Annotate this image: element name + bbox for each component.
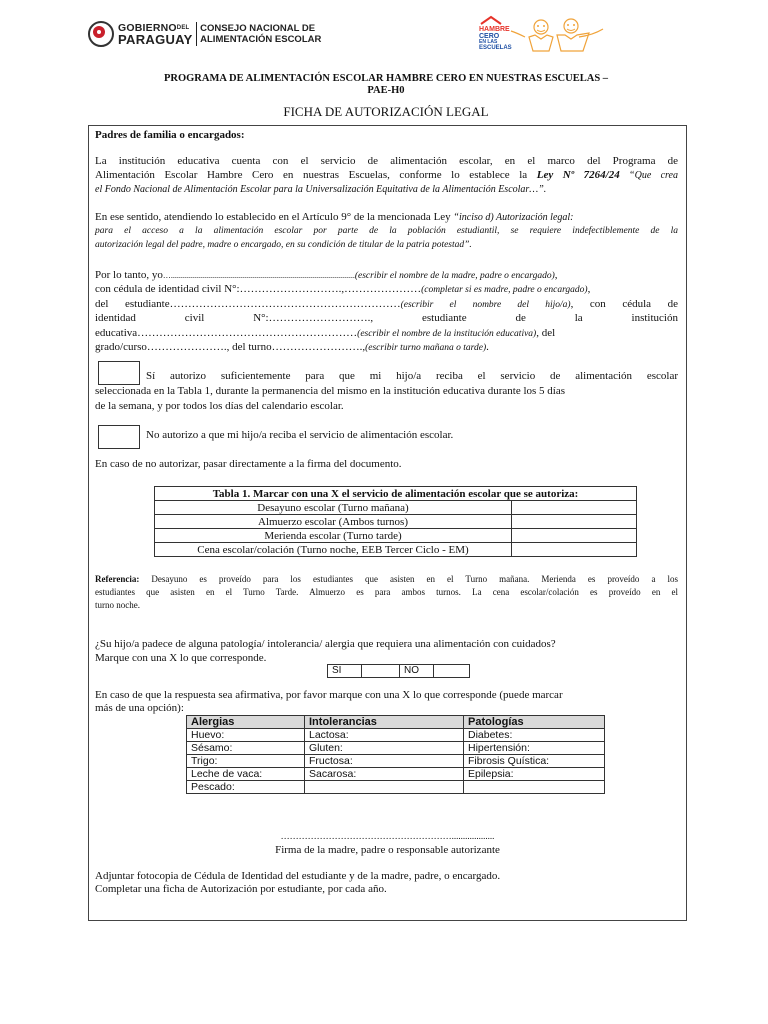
hambre-cero-logo <box>479 15 619 55</box>
cell[interactable]: Trigo: <box>187 755 305 768</box>
conditions-table <box>186 715 605 794</box>
authorize-no-label: No autorizo a que mi hijo/a reciba el servicio de alimentación escolar. <box>146 429 454 441</box>
reference-line3: turno noche. <box>95 600 140 610</box>
program-title-line2: PAE-H0 <box>367 85 405 96</box>
p2-line1b: “inciso d) Autorización legal: <box>453 212 574 223</box>
gov-line2: PARAGUAY <box>118 32 193 47</box>
program-title <box>88 73 684 97</box>
si-check-cell[interactable] <box>362 665 400 678</box>
p3-l4b: civil <box>184 312 205 324</box>
col-intolerances: Intolerancias <box>305 716 464 729</box>
law-text: Ley Nº 7264/24 <box>536 169 620 181</box>
hc-line1: HAMBRE <box>479 26 510 33</box>
authorize-yes-line1: Sí autorizo suficientemente para que mi hijo/a reciba el servicio de alimentación escolar <box>146 370 678 382</box>
p3-l4g: institución <box>631 312 678 324</box>
cell[interactable]: Epilepsia: <box>464 768 605 781</box>
reference-label: Referencia: <box>95 574 140 584</box>
reference-line2: estudiantes que asisten en el Turno Tarde. Almuerzo es para ambos turnos. La cena escolar/colación es proveído en el <box>95 587 678 597</box>
cell[interactable]: Fructosa: <box>305 755 464 768</box>
grade-shift-dots-field[interactable]: grado/curso…………………., del turno……………………., <box>95 341 366 353</box>
cell[interactable]: Leche de vaca: <box>187 768 305 781</box>
footer-line1: Adjuntar fotocopia de Cédula de Identidad del estudiante y de la madre, padre, o encargado. <box>95 870 501 882</box>
national-seal-icon <box>88 21 114 47</box>
gov-line1-del: DEL <box>176 25 190 31</box>
hc-line4: ESCUELAS <box>479 45 512 51</box>
p3-l6c: . <box>486 341 489 353</box>
table-row <box>155 529 637 543</box>
council-line2: ALIMENTACIÓN ESCOLAR <box>200 34 322 45</box>
p3-l4f: la <box>574 312 583 324</box>
program-title-line1: PROGRAMA DE ALIMENTACIÓN ESCOLAR HAMBRE CERO EN NUESTRAS ESCUELAS – <box>163 73 609 84</box>
authorize-yes-checkbox[interactable] <box>98 361 140 385</box>
table-row <box>155 501 637 515</box>
signature-line[interactable]: …………………………………………………................... <box>280 831 495 841</box>
condition-question-line1: ¿Su hijo/a padece de alguna patología/ intolerancia/ alergia que requiera una alimentación con cuidados? <box>95 638 556 650</box>
paragraph-1-line2 <box>95 168 678 183</box>
paragraph-2-line2: para el acceso a la alimentación escolar por parte de la población estudiantil, se requiere indefectiblemente de la <box>95 226 678 236</box>
name-dots-field[interactable]: …............................................................................................ <box>162 271 355 280</box>
greeting: Padres de familia o encargados: <box>95 129 245 141</box>
gobierno-text <box>118 23 193 45</box>
authorize-yes-line3: de la semana, y por todos los días del calendario escolar. <box>95 400 344 412</box>
table-row <box>187 768 605 781</box>
col-pathologies: Patologías <box>464 716 605 729</box>
p3-l1a: Por lo tanto, yo <box>95 269 163 281</box>
p3-l3c: , con cédula de <box>570 298 679 310</box>
cell[interactable]: Hipertensión: <box>464 742 605 755</box>
p3-l1c: , <box>554 269 558 281</box>
services-table-header: Tabla 1. Marcar con una X el servicio de alimentación escolar que se autoriza: <box>155 487 637 501</box>
condition-question-line2: Marque con una X lo que corresponde. <box>95 652 267 664</box>
si-no-table <box>327 664 470 678</box>
no-label: NO <box>400 665 434 678</box>
services-table <box>154 486 637 557</box>
institution-dots-field[interactable]: educativa…………………………………………………… <box>95 327 358 339</box>
footer-line2: Completar una ficha de Autorización por estudiante, por cada año. <box>95 883 387 895</box>
ci-dots-field[interactable]: con cédula de identidad civil N°:……………………….,………………… <box>95 283 422 295</box>
reference-line1 <box>95 573 678 586</box>
table-row <box>155 543 637 557</box>
p3-l6b: (escribir turno mañana o tarde) <box>365 343 487 353</box>
table-row <box>187 729 605 742</box>
service-check-cell[interactable] <box>512 501 637 515</box>
cell[interactable]: Fibrosis Quística: <box>464 755 605 768</box>
p3-l5c: , del <box>536 327 556 339</box>
hambre-cero-wordmark <box>479 26 512 51</box>
p3-l4e: de <box>515 312 526 324</box>
paragraph-2-line1 <box>95 210 678 225</box>
service-check-cell[interactable] <box>512 543 637 557</box>
cell[interactable] <box>464 781 605 794</box>
service-check-cell[interactable] <box>512 515 637 529</box>
gobierno-logo <box>88 19 321 49</box>
p1-line2b: “Que crea <box>619 170 678 181</box>
service-label: Merienda escolar (Turno tarde) <box>155 529 512 543</box>
no-check-cell[interactable] <box>434 665 470 678</box>
cell[interactable]: Pescado: <box>187 781 305 794</box>
reference-text1: Desayuno es proveído para los estudiantes que asisten en el Turno mañana. Merienda es proveído a los <box>139 574 678 584</box>
table-row <box>187 781 605 794</box>
table-row <box>187 742 605 755</box>
cell[interactable]: Huevo: <box>187 729 305 742</box>
student-dots-field[interactable]: del estudiante……………………………………………………… <box>95 298 401 310</box>
fillin-line6 <box>95 340 489 356</box>
logo-divider <box>196 22 198 46</box>
p3-l3b: (escribir el nombre del hijo/a) <box>400 300 571 310</box>
p3-l5b: (escribir el nombre de la institución educativa) <box>357 329 537 339</box>
affirm-line2: más de una opción): <box>95 702 184 714</box>
paragraph-2-line3: autorización legal del padre, madre o encargado, en su condición de titular de la patria potestad”. <box>95 240 472 250</box>
p3-l2b: (completar si es madre, padre o encargado) <box>421 285 588 295</box>
p2-line1a: En ese sentido, atendiendo lo establecido en el Artículo 9° de la mencionada Ley <box>95 211 454 223</box>
form-title: FICHA DE AUTORIZACIÓN LEGAL <box>283 104 489 119</box>
cell[interactable]: Diabetes: <box>464 729 605 742</box>
authorize-yes-line2: seleccionada en la Tabla 1, durante la permanencia del mismo en la institución educativa durante los 5 días <box>95 385 566 397</box>
signature-caption: Firma de la madre, padre o responsable autorizante <box>275 844 500 856</box>
cell[interactable]: Sésamo: <box>187 742 305 755</box>
p3-l1b: (escribir el nombre de la madre, padre o encargado) <box>354 271 555 281</box>
service-label: Cena escolar/colación (Turno noche, EEB Tercer Ciclo - EM) <box>155 543 512 557</box>
cell[interactable]: Gluten: <box>305 742 464 755</box>
council-text <box>200 23 321 45</box>
hc-line3: EN LAS <box>479 39 498 45</box>
council-line1: CONSEJO NACIONAL DE <box>200 23 316 34</box>
authorize-no-checkbox[interactable] <box>98 425 140 449</box>
p3-l4d: estudiante <box>421 312 467 324</box>
gov-line1: GOBIERNO <box>118 22 177 34</box>
cell[interactable]: Sacarosa: <box>305 768 464 781</box>
no-authorize-note: En caso de no autorizar, pasar directamente a la firma del documento. <box>95 458 402 470</box>
paragraph-1-line1: La institución educativa cuenta con el servicio de alimentación escolar, en el marco del Programa de <box>95 155 678 167</box>
fillin-line4 <box>95 311 678 326</box>
affirm-line1: En caso de que la respuesta sea afirmativa, por favor marque con una X lo que corresponde (puede marcar <box>95 689 563 701</box>
service-label: Desayuno escolar (Turno mañana) <box>155 501 512 515</box>
table-row <box>155 515 637 529</box>
service-label: Almuerzo escolar (Ambos turnos) <box>155 515 512 529</box>
p3-l2c: , <box>587 283 591 295</box>
student-ci-dots-field[interactable]: N°:………………………., <box>253 312 374 324</box>
hc-line2: CERO <box>479 33 500 40</box>
fillin-line2 <box>95 282 678 298</box>
si-label: SI <box>328 665 362 678</box>
col-allergies: Alergias <box>187 716 305 729</box>
cell[interactable] <box>305 781 464 794</box>
cell[interactable]: Lactosa: <box>305 729 464 742</box>
p1-line2a: Alimentación Escolar Hambre Cero en nuestras Escuelas, conforme lo establece la <box>95 169 537 181</box>
paragraph-1-line3: el Fondo Nacional de Alimentación Escolar para la Universalización Equitativa de la Alimentación Escolar…”. <box>95 184 547 195</box>
p3-l4a: identidad <box>95 312 136 324</box>
law-number <box>537 169 620 181</box>
service-check-cell[interactable] <box>512 529 637 543</box>
table-row <box>187 755 605 768</box>
